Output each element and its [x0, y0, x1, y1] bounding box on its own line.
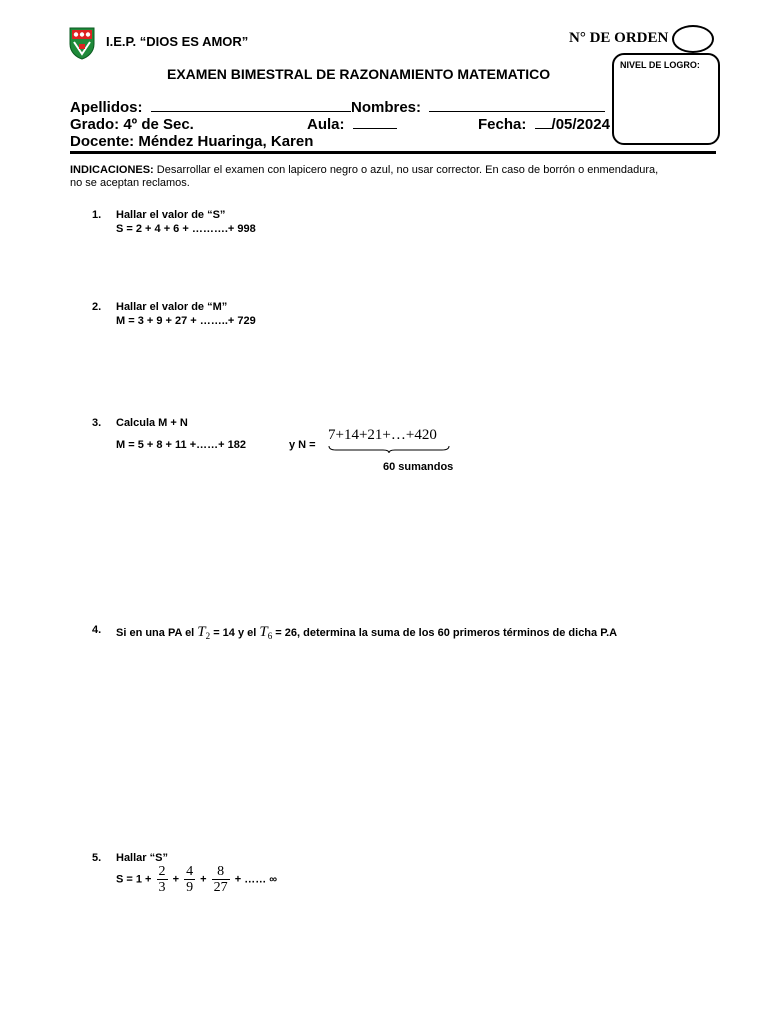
underbrace-icon	[328, 445, 450, 454]
question-number: 3.	[92, 417, 102, 429]
aula-row	[307, 116, 397, 133]
nombres-field[interactable]	[429, 99, 605, 112]
t6-symbol: T	[259, 624, 268, 640]
fecha-label: Fecha:	[478, 116, 527, 133]
instructions-label: INDICACIONES:	[70, 164, 154, 176]
order-number-oval[interactable]	[672, 25, 714, 53]
apellidos-field[interactable]	[151, 99, 351, 112]
t6-value: = 26, determina la suma de los 60 primeros términos de dicha P.A	[272, 627, 618, 639]
instructions	[70, 164, 710, 190]
order-number-label: N° DE ORDEN	[569, 30, 669, 46]
teacher-name: Docente: Méndez Huaringa, Karen	[70, 133, 314, 150]
fecha-row	[478, 116, 610, 133]
achievement-level-box[interactable]	[612, 53, 720, 145]
question-2	[92, 301, 692, 331]
aula-label: Aula:	[307, 116, 345, 133]
question-title: Calcula M + N	[116, 417, 188, 429]
fecha-day-field[interactable]	[535, 116, 552, 129]
question-number: 2.	[92, 301, 102, 313]
exam-title: EXAMEN BIMESTRAL DE RAZONAMIENTO MATEMATICO	[167, 66, 551, 82]
series-prefix: S = 1 +	[116, 873, 152, 886]
aula-field[interactable]	[353, 116, 397, 129]
expression-n-prefix: y N =	[289, 439, 316, 451]
question-5	[92, 852, 692, 902]
nombres-row	[351, 99, 605, 116]
fraction-1-numerator: 2	[158, 864, 166, 879]
t2-value: = 14 y el	[210, 627, 260, 639]
t2-symbol: T	[197, 624, 206, 640]
plus-sign: +	[200, 873, 207, 886]
series-expression	[116, 864, 277, 895]
fecha-value: /05/2024	[551, 116, 610, 133]
fraction-3-denominator: 27	[213, 880, 228, 895]
school-name: I.E.P. “DIOS ES AMOR”	[106, 34, 249, 49]
instructions-text-1: Desarrollar el examen con lapicero negro o azul, no usar corrector. En caso de borrón o enmendadura,	[153, 164, 659, 176]
question-4	[92, 622, 732, 642]
expression-m: M = 5 + 8 + 11 +……+ 182	[116, 439, 246, 451]
question-title: Hallar “S”	[116, 852, 168, 864]
question-number: 4.	[92, 624, 102, 636]
grado-label: Grado: 4º de Sec.	[70, 116, 194, 133]
apellidos-row	[70, 99, 351, 116]
nombres-label: Nombres:	[351, 99, 422, 116]
apellidos-label: Apellidos:	[70, 99, 143, 116]
fraction-2-denominator: 9	[186, 880, 194, 895]
t6-subscript: 6	[267, 631, 273, 642]
series-tail: + …… ∞	[234, 873, 278, 886]
question-title: Hallar el valor de “M”	[116, 301, 228, 313]
question-expression: S = 2 + 4 + 6 + ……….+ 998	[116, 223, 256, 235]
instructions-line-1	[70, 164, 710, 177]
question-expression: M = 3 + 9 + 27 + ……..+ 729	[116, 315, 256, 327]
n-caption: 60 sumandos	[383, 461, 454, 473]
fraction-2	[184, 864, 195, 895]
question-number: 1.	[92, 209, 102, 221]
fraction-3-numerator: 8	[212, 864, 230, 880]
t2-subscript: 2	[205, 631, 211, 642]
fraction-2-numerator: 4	[186, 864, 194, 879]
fraction-3	[212, 864, 230, 895]
instructions-text-2: no se aceptan reclamos.	[70, 177, 190, 189]
n-series: 7+14+21+…+420	[328, 427, 437, 443]
question-text-pre: Si en una PA el	[116, 627, 198, 639]
question-text	[116, 624, 617, 641]
achievement-level-label: NIVEL DE LOGRO:	[620, 60, 700, 70]
question-title: Hallar el valor de “S”	[116, 209, 226, 221]
school-logo	[68, 26, 96, 60]
fraction-1-denominator: 3	[158, 880, 166, 895]
plus-sign: +	[172, 873, 180, 886]
question-number: 5.	[92, 852, 102, 864]
question-3	[92, 417, 692, 477]
question-1	[92, 209, 692, 239]
header-divider	[70, 151, 716, 154]
fraction-1	[157, 864, 168, 895]
